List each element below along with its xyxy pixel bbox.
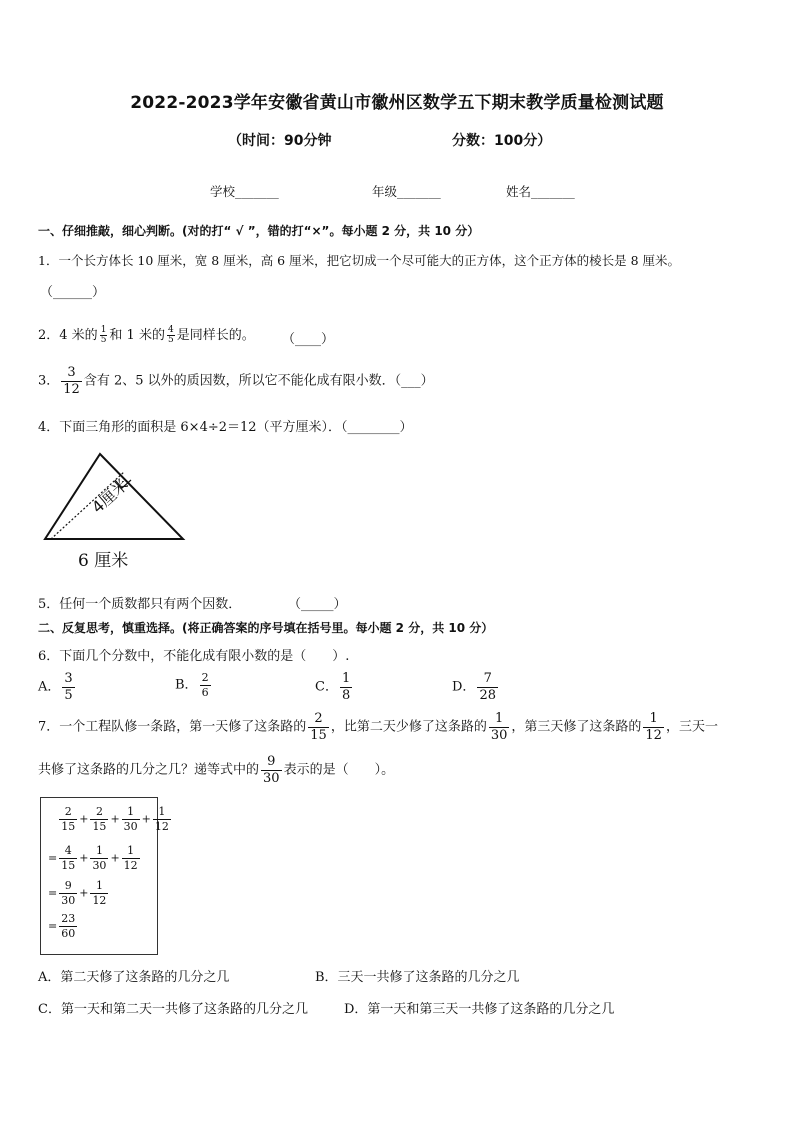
q6-b-fraction [200,672,211,698]
plus-sign: + [141,812,151,826]
calc-r1-f2-n: 2 [90,806,108,820]
question-6: 6．下面几个分数中，不能化成有限小数的是（ ）. [38,649,350,664]
q7-f3-numerator: 1 [643,712,664,728]
grade-label: 年级 [372,184,398,199]
calc-r1-f2-d: 15 [92,819,107,833]
question-2 [38,324,255,345]
calc-r1-f4 [153,806,171,832]
calc-r3-f2 [90,880,108,906]
q3-text-a: 3． [38,373,60,389]
question-1: 1．一个长方体长 10 厘米，宽 8 厘米，高 6 厘米，把它切成一个尽可能大的正方体，这个正方体的棱长是 8 厘米。 [38,253,681,268]
calc-r1-f4-d: 12 [154,819,169,833]
q6-c-label: C． [315,679,338,695]
question-5: 5．任何一个质数都只有两个因数． [38,597,242,612]
q7-f3-denominator: 12 [645,727,662,743]
question-1-blank[interactable]: （______） [40,285,106,300]
q2-f1-denominator: 5 [100,335,107,345]
plus-sign: + [110,851,120,865]
q7-f1-denominator: 15 [310,727,327,743]
school-blank: _______ [235,184,279,199]
calc-r1-f1-n: 2 [59,806,77,820]
q3-denominator: 12 [63,381,80,397]
calc-r3-f1-n: 9 [59,880,77,894]
q6-a-denominator: 5 [64,687,73,703]
q6-option-a[interactable] [38,672,77,702]
q7-text-1: 7．一个工程队修一条路，第一天修了这条路的 [38,719,307,735]
calc-r1-f3 [122,806,140,832]
q2-text-b: 和 1 米的 [109,328,165,343]
plus-sign: + [79,812,89,826]
calc-r4-f1-d: 60 [61,926,76,940]
question-5-blank[interactable]: （_____） [288,597,347,612]
q6-a-fraction [62,672,74,702]
calc-r2-f1-n: 4 [59,845,77,859]
calc-r1-f4-n: 1 [153,806,171,820]
q7-option-b[interactable]: B．三天一共修了这条路的几分之几 [315,970,520,985]
q6-c-denominator: 8 [341,687,351,703]
plus-sign: + [79,886,89,900]
calc-row-4 [48,913,79,939]
base-label: 6 厘米 [78,551,129,571]
plus-sign: + [110,812,120,826]
q7-option-d[interactable]: D．第一天和第三天一共修了这条路的几分之几 [344,1002,615,1017]
question-3 [38,366,434,396]
q2-f2-denominator: 5 [167,335,174,345]
q2-fraction-2 [167,326,175,346]
school-field[interactable] [210,182,279,200]
q6-d-numerator: 7 [477,672,498,688]
calc-r1-f2 [90,806,108,832]
q6-a-numerator: 3 [64,671,73,686]
school-label: 学校 [210,184,236,199]
q7-option-c[interactable]: C．第一天和第二天一共修了这条路的几分之几 [38,1002,308,1017]
calc-row-3 [48,880,110,906]
q6-b-numerator: 2 [201,671,209,684]
calc-r2-f2 [90,845,108,871]
q6-c-fraction [340,672,352,702]
q6-d-denominator: 28 [479,687,496,703]
q7-f2-denominator: 30 [490,727,508,743]
exam-score: 分数：100分） [452,133,552,149]
name-label: 姓名 [506,184,532,199]
calc-r3-f1-d: 30 [61,893,76,907]
calc-r2-f3-d: 12 [123,858,138,872]
name-blank: _______ [531,184,575,199]
q2-text-a: 2．4 米的 [38,328,98,343]
calc-r4-f1 [59,913,77,939]
question-7-line-1 [38,712,718,742]
q6-option-b[interactable] [175,672,213,698]
plus-sign: + [79,851,89,865]
q6-c-numerator: 1 [341,671,351,686]
calc-r3-f2-d: 12 [92,893,107,907]
calc-r2-f2-n: 1 [90,845,108,859]
calc-r2-f2-d: 30 [92,858,107,872]
equals-sign: = [48,886,58,900]
q6-d-label: D． [452,679,476,695]
calc-r3-f1 [59,880,77,906]
q6-option-d[interactable] [452,672,500,702]
q7-fraction-3 [643,712,664,742]
calc-r3-f2-n: 1 [90,880,108,894]
calc-r2-f1-d: 15 [61,858,76,872]
q7-text-3: ，第三天修了这条路的 [511,719,642,735]
q7-fraction-4 [261,755,282,785]
equals-sign: = [48,919,58,933]
page-title: 2022-2023学年安徽省黄山市徽州区数学五下期末教学质量检测试题 [130,93,664,113]
q7-text-2: ，比第二天少修了这条路的 [330,719,487,735]
q6-option-c[interactable] [315,672,354,702]
q2-f2-numerator: 4 [167,324,174,335]
section-2-heading: 二、反复思考，慎重选择。(将正确答案的序号填在括号里。每小题 2 分，共 10 分） [38,621,494,635]
q6-d-fraction [477,672,498,702]
section-1-heading: 一、仔细推敲，细心判断。(对的打“ √ ”，错的打“×”。每小题 2 分，共 10 分） [38,224,480,238]
q7-fraction-2 [489,712,510,742]
q2-text-c: 是同样长的。 [176,328,255,343]
q7-fraction-1 [308,712,329,742]
q7-text-5: 共修了这条路的几分之几？递等式中的 [38,762,260,778]
exam-time: （时间：90分钟 [228,133,332,149]
question-7-line-2 [38,755,394,785]
q7-option-a[interactable]: A．第二天修了这条路的几分之几 [38,970,230,985]
q7-f4-numerator: 9 [261,755,282,771]
q7-f2-numerator: 1 [489,712,510,728]
question-2-blank[interactable]: （____） [282,332,335,347]
grade-field[interactable] [372,182,441,200]
equals-sign: = [48,851,58,865]
calc-row-1 [48,806,173,832]
q6-a-label: A． [38,679,61,695]
calc-r4-f1-n: 23 [61,912,76,925]
q3-text-b: 含有 2、5 以外的质因数，所以它不能化成有限小数．（___） [83,373,434,389]
q7-text-4: ，三天一 [665,719,718,735]
q2-f1-numerator: 1 [100,324,107,335]
q6-b-label: B． [175,677,198,693]
calc-row-2 [48,845,142,871]
name-field[interactable] [506,182,575,200]
calc-r1-f1-d: 15 [61,819,76,833]
calc-r2-f3 [122,845,140,871]
grade-blank: _______ [397,184,441,199]
q6-b-denominator: 6 [201,685,209,699]
question-4: 4．下面三角形的面积是 6×4÷2＝12（平方厘米）．（________） [38,420,413,435]
calc-r1-f3-n: 1 [122,806,140,820]
q7-f4-denominator: 30 [263,770,280,786]
q7-f1-numerator: 2 [308,712,329,728]
q7-text-6: 表示的是（ ）。 [283,762,395,778]
q2-fraction-1 [100,326,108,346]
calc-r2-f3-n: 1 [122,845,140,859]
q3-fraction [61,366,82,396]
triangle-figure [38,448,188,573]
calc-r1-f3-d: 30 [123,819,138,833]
q3-numerator: 3 [61,366,82,382]
calc-r2-f1 [59,845,77,871]
height-label: 4厘米 [87,474,133,517]
calc-r1-f1 [59,806,77,832]
